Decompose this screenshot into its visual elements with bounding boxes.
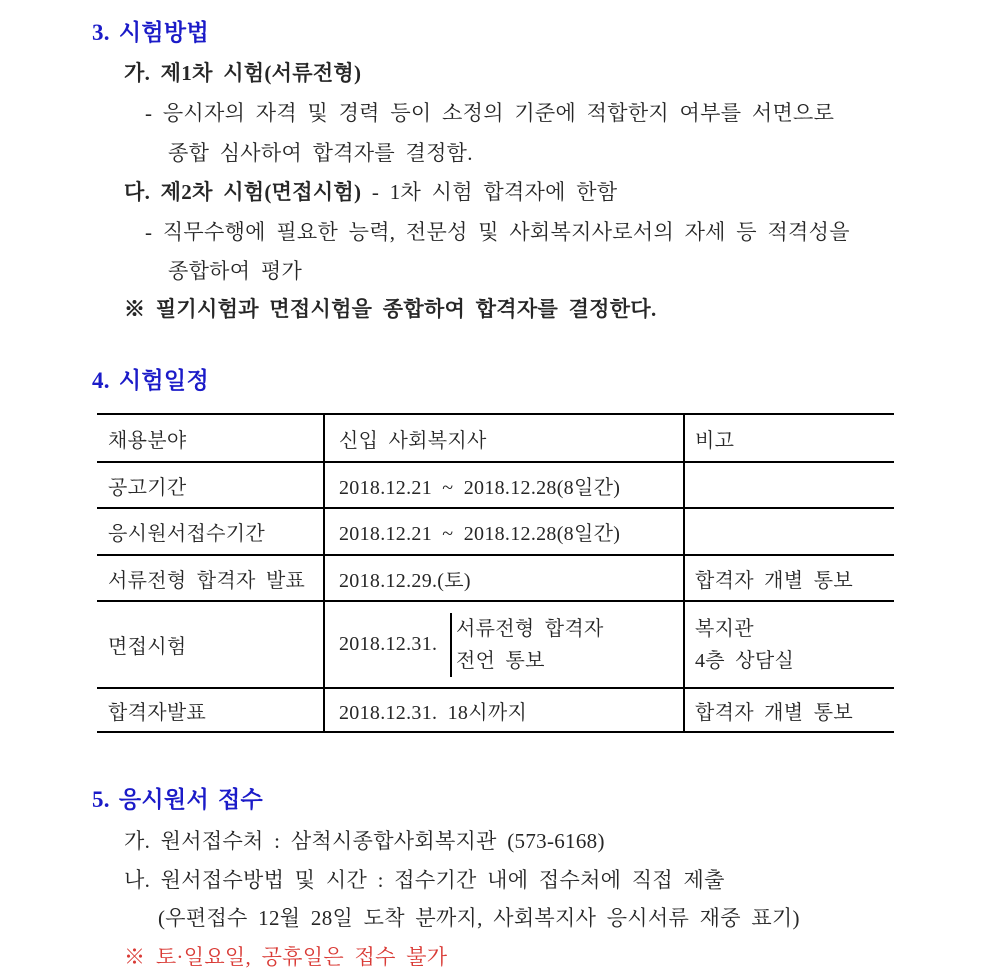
section3-title: 3. 시험방법: [92, 20, 209, 45]
table-cell: 합격자 개별 통보: [683, 556, 894, 600]
section3-item-da-title: [124, 179, 617, 205]
table-cell: 비고: [683, 415, 894, 461]
section3-note: ※ 필기시험과 면접시험을 종합하여 합격자를 결정한다.: [124, 297, 657, 321]
table-row: [97, 509, 894, 556]
table-cell: [323, 602, 683, 687]
section3-ga-line1: - 응시자의 자격 및 경력 등이 소정의 기준에 적합한지 여부를 서면으로: [145, 101, 835, 125]
table-cell: 신입 사회복지사: [323, 415, 683, 461]
table-cell: 2018.12.29.(토): [323, 556, 683, 600]
section3-da-line1: - 직무수행에 필요한 능력, 전문성 및 사회복지사로서의 자세 등 적격성을: [145, 220, 850, 244]
interview-place-line2: 4층 상담실: [695, 649, 795, 672]
section5-warning-note: ※ 토·일요일, 공휴일은 접수 불가: [124, 945, 448, 969]
section5-title: 5. 응시원서 접수: [92, 787, 264, 812]
table-cell: 2018.12.21 ~ 2018.12.28(8일간): [323, 463, 683, 507]
section5-na-line: 나. 원서접수방법 및 시간 : 접수기간 내에 접수처에 직접 제출: [124, 868, 725, 892]
table-row: [97, 556, 894, 602]
table-cell: [683, 463, 894, 507]
interview-place-line1: 복지관: [695, 617, 754, 640]
table-cell: 응시원서접수기간: [108, 523, 265, 545]
table-cell: 합격자 개별 통보: [683, 689, 894, 731]
table-cell: 합격자발표: [108, 701, 207, 724]
table-cell: [683, 509, 894, 554]
interview-notice-subcell: [450, 613, 683, 677]
section3-da-title-rest: - 1차 시험 합격자에 한함: [371, 180, 618, 204]
table-row: [97, 602, 894, 689]
section3-da-title-bold: 다. 제2차 시험(면접시험): [124, 180, 362, 204]
table-cell: 면접시험: [108, 636, 187, 658]
section3-da-line2: 종합하여 평가: [168, 259, 303, 283]
exam-schedule-table: [97, 413, 894, 733]
table-row: [97, 415, 894, 463]
section4-title: 4. 시험일정: [92, 368, 209, 393]
table-cell: [683, 602, 894, 687]
section3-item-ga-title: 가. 제1차 시험(서류전형): [124, 61, 362, 85]
table-cell: 2018.12.21 ~ 2018.12.28(8일간): [323, 509, 683, 554]
table-row: [97, 463, 894, 509]
table-cell: 서류전형 합격자 발표: [108, 569, 306, 592]
table-cell: 공고기간: [108, 476, 187, 499]
interview-date-subcell: 2018.12.31.: [339, 633, 438, 655]
section5-na-line2: (우편접수 12월 28일 도착 분까지, 사회복지사 응시서류 재중 표기): [158, 906, 800, 930]
section5-ga-line: 가. 원서접수처 : 삼척시종합사회복지관 (573-6168): [124, 829, 605, 853]
interview-notice-line1: 서류전형 합격자: [456, 617, 604, 640]
section3-ga-line2: 종합 심사하여 합격자를 결정함.: [168, 141, 473, 165]
interview-notice-line2: 전언 통보: [456, 649, 545, 672]
table-row: [97, 689, 894, 733]
table-cell: 2018.12.31. 18시까지: [323, 689, 683, 731]
interview-place: [695, 613, 794, 677]
table-cell: 채용분야: [108, 429, 187, 452]
